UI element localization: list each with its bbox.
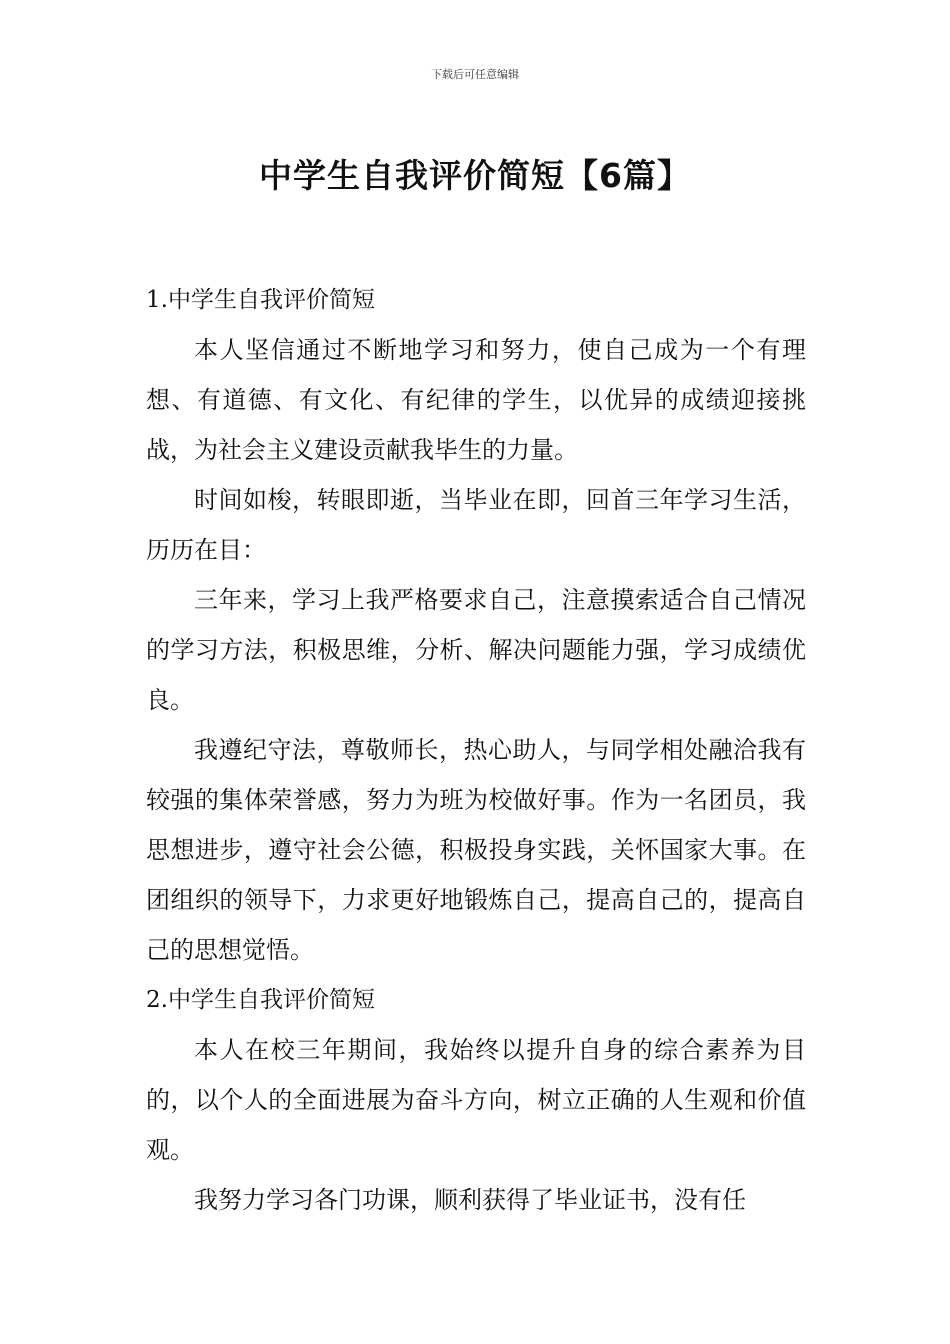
section-heading: 1.中学生自我评价简短 [146,287,375,313]
section-heading: 2.中学生自我评价简短 [146,987,375,1013]
paragraph: 我遵纪守法，尊敬师长，热心助人，与同学相处融洽我有较强的集体荣誉感，努力为班为校做好事。作为一名团员，我思想进步，遵守社会公德，积极投身实践，关怀国家大事。在团组织的领导下，力求更好地锻炼自己，提高自己的，提高自己的思想觉悟。 [146,736,806,964]
header-note: 下载后可任意编辑 [431,68,519,81]
paragraph: 我努力学习各门功课，顺利获得了毕业证书，没有任 [194,1186,746,1214]
paragraph: 三年来，学习上我严格要求自己，注意摸索适合自己情况的学习方法，积极思维，分析、解决问题能力强，学习成绩优良。 [146,586,806,714]
paragraph: 本人坚信通过不断地学习和努力，使自己成为一个有理想、有道德、有文化、有纪律的学生，以优异的成绩迎接挑战，为社会主义建设贡献我毕生的力量。 [146,336,806,464]
paragraph: 时间如梭，转眼即逝，当毕业在即，回首三年学习生活，历历在目： [146,486,806,564]
paragraph: 本人在校三年期间，我始终以提升自身的综合素养为目的，以个人的全面进展为奋斗方向，树立正确的人生观和价值观。 [146,1036,806,1164]
document-body [146,275,806,1225]
document-title: 中学生自我评价简短【6篇】 [259,156,691,196]
